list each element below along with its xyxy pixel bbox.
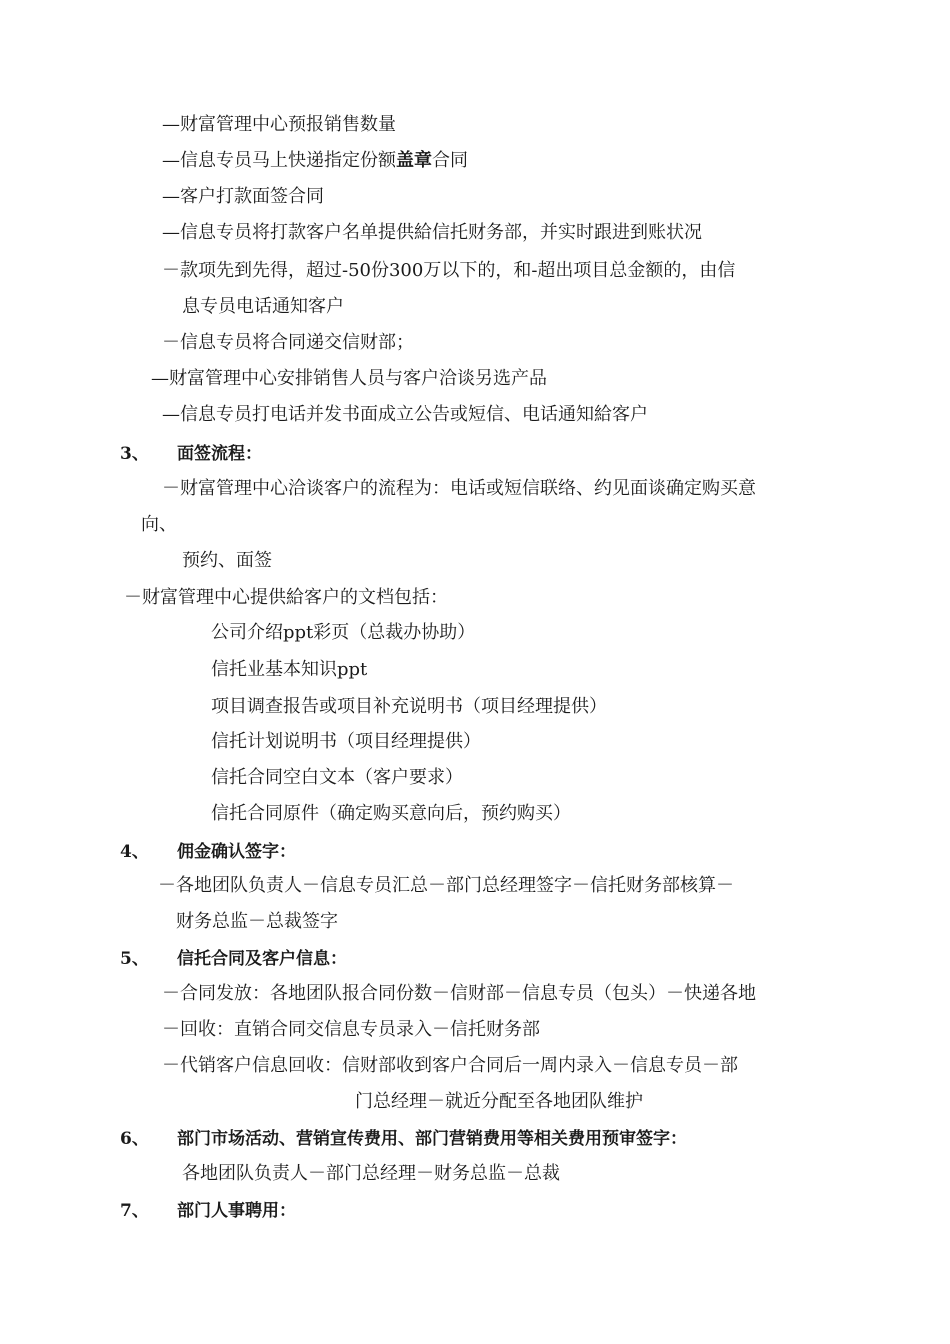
list-item: 信托计划说明书（项目经理提供） — [211, 731, 481, 752]
text-span: —信息专员马上快递指定份额 — [162, 150, 396, 171]
section-number: 7、 — [120, 1201, 149, 1221]
text-line: －代销客户信息回收：信财部收到客户合同后一周内录入－信息专员－部 — [162, 1055, 738, 1076]
text-line: －款项先到先得，超过-50份300万以下的，和-超出项目总金额的，由信 — [162, 260, 736, 281]
text-line: 向、 — [141, 514, 177, 535]
text-line: 各地团队负责人－部门总经理－财务总监－总裁 — [182, 1163, 560, 1184]
text-line: —客户打款面签合同 — [162, 186, 324, 207]
section-heading: 部门市场活动、营销宣传费用、部门营销费用等相关费用预审签字： — [177, 1129, 687, 1149]
text-line: －回收：直销合同交信息专员录入－信托财务部 — [162, 1019, 540, 1040]
text-span: 合同 — [432, 150, 468, 171]
list-item: 公司介绍ppt彩页（总裁办协助） — [211, 622, 476, 643]
text-line: －财富管理中心洽谈客户的流程为：电话或短信联络、约见面谈确定购买意 — [162, 478, 756, 499]
bold-text-span: 盖章 — [396, 150, 432, 171]
list-item: 信托合同空白文本（客户要求） — [211, 767, 463, 788]
section-number: 5、 — [120, 949, 149, 969]
section-number: 6、 — [120, 1129, 149, 1149]
text-line: 预约、面签 — [182, 550, 272, 571]
list-item: 信托业基本知识ppt — [211, 659, 368, 680]
section-heading: 部门人事聘用： — [177, 1201, 296, 1221]
text-line — [162, 150, 468, 172]
text-line: 息专员电话通知客户 — [182, 296, 344, 317]
text-line: —财富管理中心预报销售数量 — [162, 114, 396, 135]
text-line: —财富管理中心安排销售人员与客户洽谈另选产品 — [151, 368, 547, 389]
section-number: 4、 — [120, 842, 149, 862]
section-number: 3、 — [120, 444, 149, 464]
text-line: －财富管理中心提供給客户的文档包括： — [124, 587, 448, 608]
text-line: －各地团队负责人－信息专员汇总－部门总经理签字－信托财务部核算－ — [158, 875, 734, 896]
list-item: 项目调查报告或项目补充说明书（项目经理提供） — [211, 696, 607, 717]
list-item: 信托合同原件（确定购买意向后，预约购买） — [211, 803, 571, 824]
text-line: 门总经理－就近分配至各地团队维护 — [355, 1091, 643, 1112]
section-heading: 面签流程： — [177, 444, 262, 464]
text-line: —信息专员打电话并发书面成立公告或短信、电话通知給客户 — [162, 404, 648, 425]
section-heading: 信托合同及客户信息： — [177, 949, 347, 969]
section-heading: 佣金确认签字： — [177, 842, 296, 862]
text-line: －合同发放：各地团队报合同份数－信财部－信息专员（包头）－快递各地 — [162, 983, 756, 1004]
text-line: －信息专员将合同递交信财部； — [162, 332, 414, 353]
text-line: —信息专员将打款客户名单提供給信托财务部，并实时跟进到账状况 — [162, 222, 702, 243]
text-line: 财务总监－总裁签字 — [176, 911, 338, 932]
